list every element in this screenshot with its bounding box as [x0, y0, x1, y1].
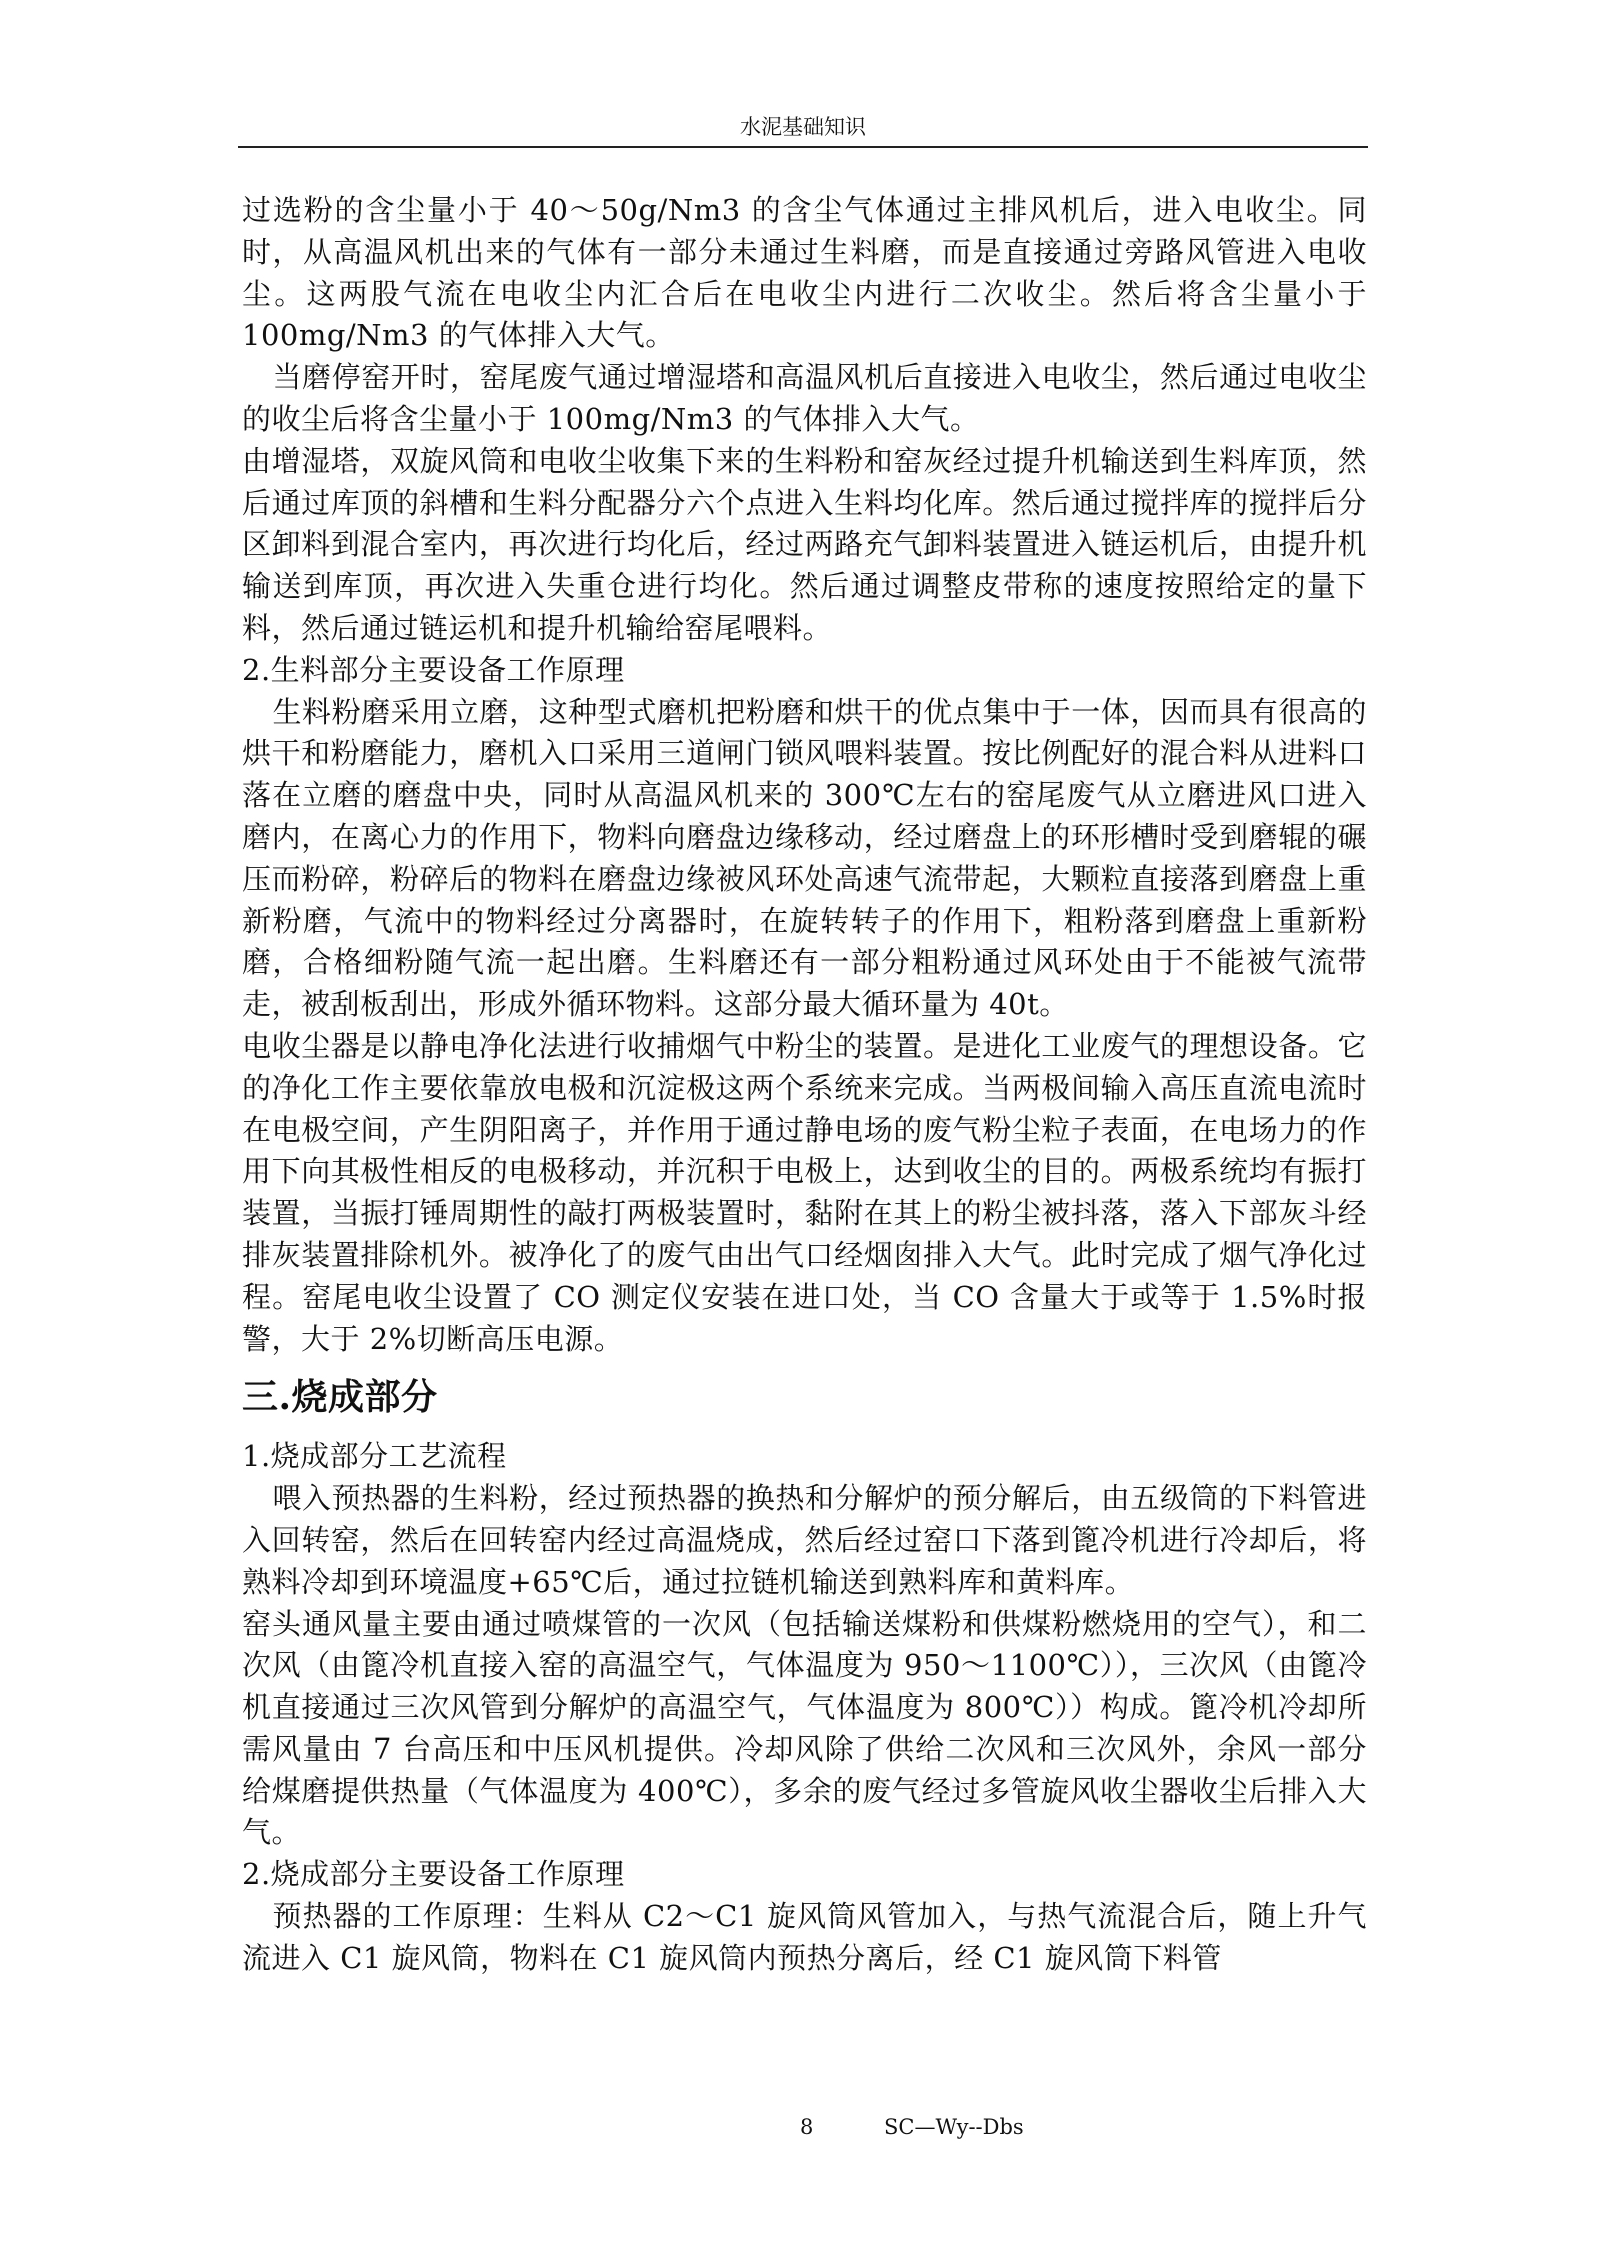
paragraph-dust-collection: 过选粉的含尘量小于 40～50g/Nm3 的含尘气体通过主排风机后，进入电收尘。同时，从高温风机出来的气体有一部分未通过生料磨，而是直接通过旁路风管进入电收尘。这两股气流在电收尘内汇合后在电收尘内进行二次收尘。然后将含尘量小于 100mg/Nm3 的气体排入大气。 — [242, 193, 1367, 353]
paragraph-kiln-air: 窑头通风量主要由通过喷煤管的一次风（包括输送煤粉和供煤粉燃烧用的空气），和二次风（由篦冷机直接入窑的高温空气，气体温度为 950～1100℃）），三次风（由篦冷机直接通过三次风管到分解炉的高温空气，气体温度为 800℃））构成。篦冷机冷却所需风量由 7 台高压和中压风机提供。冷却风除了供给二次风和三次风外，余风一部分给煤磨提供热量（气体温度为 400℃），多余的废气经过多管旋风收尘器收尘后排入大气。 — [242, 1606, 1367, 1850]
paragraph-raw-meal-transport: 由增湿塔，双旋风筒和电收尘收集下来的生料粉和窑灰经过提升机输送到生料库顶，然后通过库顶的斜槽和生料分配器分六个点进入生料均化库。然后通过搅拌库的搅拌后分区卸料到混合室内，再次进行均化后，经过两路充气卸料装置进入链运机后，由提升机输送到库顶，再次进入失重仓进行均化。然后通过调整皮带称的速度按照给定的量下料，然后通过链运机和提升机输给窑尾喂料。 — [242, 443, 1367, 645]
paragraph-vertical-mill: 生料粉磨采用立磨，这种型式磨机把粉磨和烘干的优点集中于一体，因而具有很高的烘干和粉磨能力，磨机入口采用三道闸门锁风喂料装置。按比例配好的混合料从进料口落在立磨的磨盘中央，同时从高温风机来的 300℃左右的窑尾废气从立磨进风口进入磨内，在离心力的作用下，物料向磨盘边缘移动，经过磨盘上的环形槽时受到磨辊的碾压而粉碎，粉碎后的物料在磨盘边缘被风环处高速气流带起，大颗粒直接落到磨盘上重新粉磨，气流中的物料经过分离器时，在旋转转子的作用下，粗粉落到磨盘上重新粉磨，合格细粉随气流一起出磨。生料磨还有一部分粗粉通过风环处由于不能被气流带走，被刮板刮出，形成外循环物料。这部分最大循环量为 40t。 — [242, 694, 1367, 1022]
paragraph-firing-process: 喂入预热器的生料粉，经过预热器的换热和分解炉的预分解后，由五级筒的下料管进入回转窑，然后在回转窑内经过高温烧成，然后经过窑口下落到篦冷机进行冷却后，将熟料冷却到环境温度+65℃后，通过拉链机输送到熟料库和黄料库。 — [242, 1481, 1367, 1599]
paragraph-preheater: 预热器的工作原理：生料从 C2～C1 旋风筒风管加入，与热气流混合后，随上升气流进入 C1 旋风筒，物料在 C1 旋风筒内预热分离后，经 C1 旋风筒下料管 — [242, 1899, 1367, 1975]
page-header-title: 水泥基础知识 — [740, 115, 866, 139]
paragraph-mill-stop: 当磨停窑开时，窑尾废气通过增湿塔和高温风机后直接进入电收尘，然后通过电收尘的收尘后将含尘量小于 100mg/Nm3 的气体排入大气。 — [242, 360, 1367, 436]
page-number: 8 — [800, 2115, 814, 2139]
subheading-firing-equipment: 2.烧成部分主要设备工作原理 — [242, 1857, 625, 1892]
subheading-firing-process: 1.烧成部分工艺流程 — [242, 1439, 507, 1474]
section-heading-firing: 三.烧成部分 — [242, 1376, 438, 1419]
document-body — [242, 190, 1367, 1980]
subheading-raw-meal-equipment: 2.生料部分主要设备工作原理 — [242, 652, 625, 687]
header-divider — [238, 146, 1368, 148]
document-code: SC—Wy--Dbs — [884, 2115, 1024, 2139]
paragraph-electrostatic-precipitator: 电收尘器是以静电净化法进行收捕烟气中粉尘的装置。是进化工业废气的理想设备。它的净化工作主要依靠放电极和沉淀极这两个系统来完成。当两极间输入高压直流电流时在电极空间，产生阴阳离子，并作用于通过静电场的废气粉尘粒子表面，在电场力的作用下向其极性相反的电极移动，并沉积于电极上，达到收尘的目的。两极系统均有振打装置，当振打锤周期性的敲打两极装置时，黏附在其上的粉尘被抖落，落入下部灰斗经排灰装置排除机外。被净化了的废气由出气口经烟囱排入大气。此时完成了烟气净化过程。窑尾电收尘设置了 CO 测定仪安装在进口处，当 CO 含量大于或等于 1.5%时报警，大于 2%切断高压电源。 — [242, 1028, 1367, 1356]
